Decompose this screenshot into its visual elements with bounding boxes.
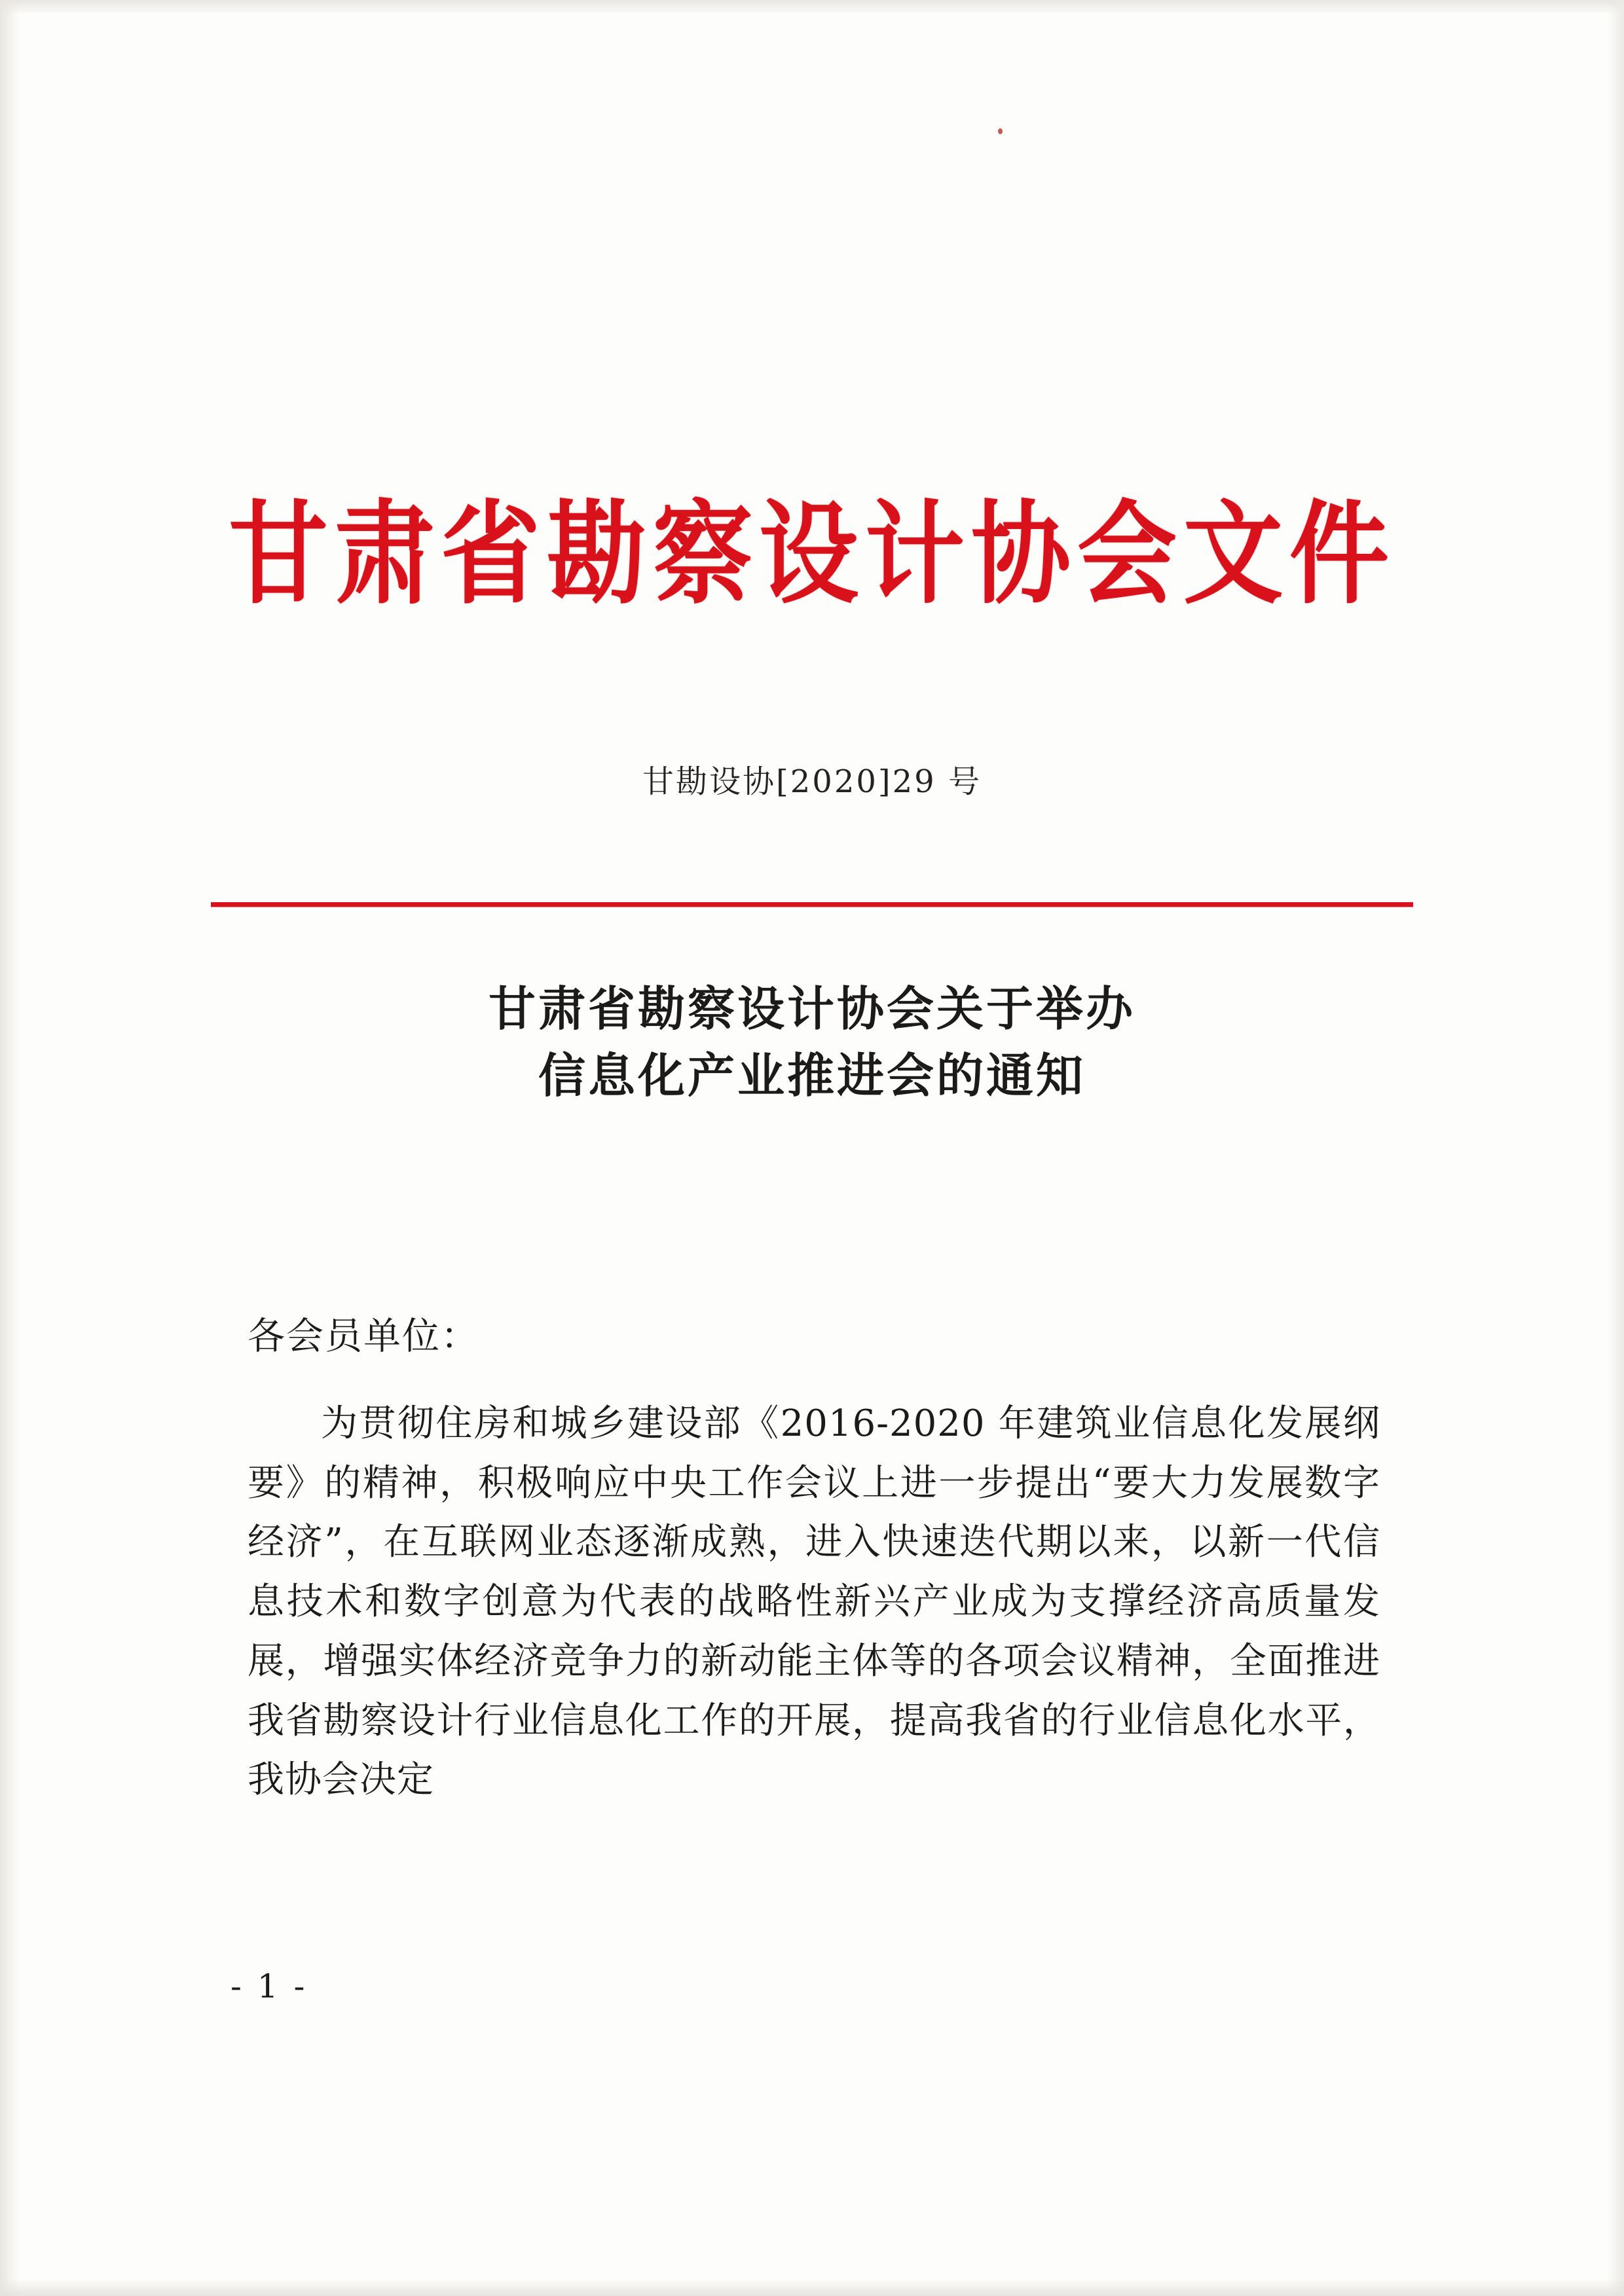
red-divider-rule xyxy=(211,902,1413,907)
organization-header xyxy=(0,488,1624,619)
page-number: - 1 - xyxy=(231,1967,308,2005)
paper-edge-bottom xyxy=(0,2279,1624,2296)
document-number: 甘勘设协[2020]29 号 xyxy=(642,763,982,800)
paper-edge-right xyxy=(1607,0,1624,2296)
salutation: 各会员单位： xyxy=(248,1315,479,1358)
paper-edge-top xyxy=(0,0,1624,14)
document-title-line-2: 信息化产业推进会的通知 xyxy=(538,1048,1086,1104)
organization-header-title: 甘肃省勘察设计协会文件 xyxy=(229,488,1395,619)
paper-edge-left xyxy=(0,0,20,2296)
scan-speck xyxy=(998,128,1003,134)
body-paragraph: 为贯彻住房和城乡建设部《2016-2020 年建筑业信息化发展纲要》的精神，积极响应中央工作会议上进一步提出“要大力发展数字经济”，在互联网业态逐渐成熟，进入快速迭代期以来，以新一代信息技术和数字创意为代表的战略性新兴产业成为支撑经济高质量发展，增强实体经济竞争力的新动能主体等的各项会议精神，全面推进我省勘察设计行业信息化工作的开展，提高我省的行业信息化水平，我协会决定 xyxy=(248,1402,1380,1802)
document-title xyxy=(0,975,1624,1109)
document-title-line-1: 甘肃省勘察设计协会关于举办 xyxy=(488,981,1135,1036)
